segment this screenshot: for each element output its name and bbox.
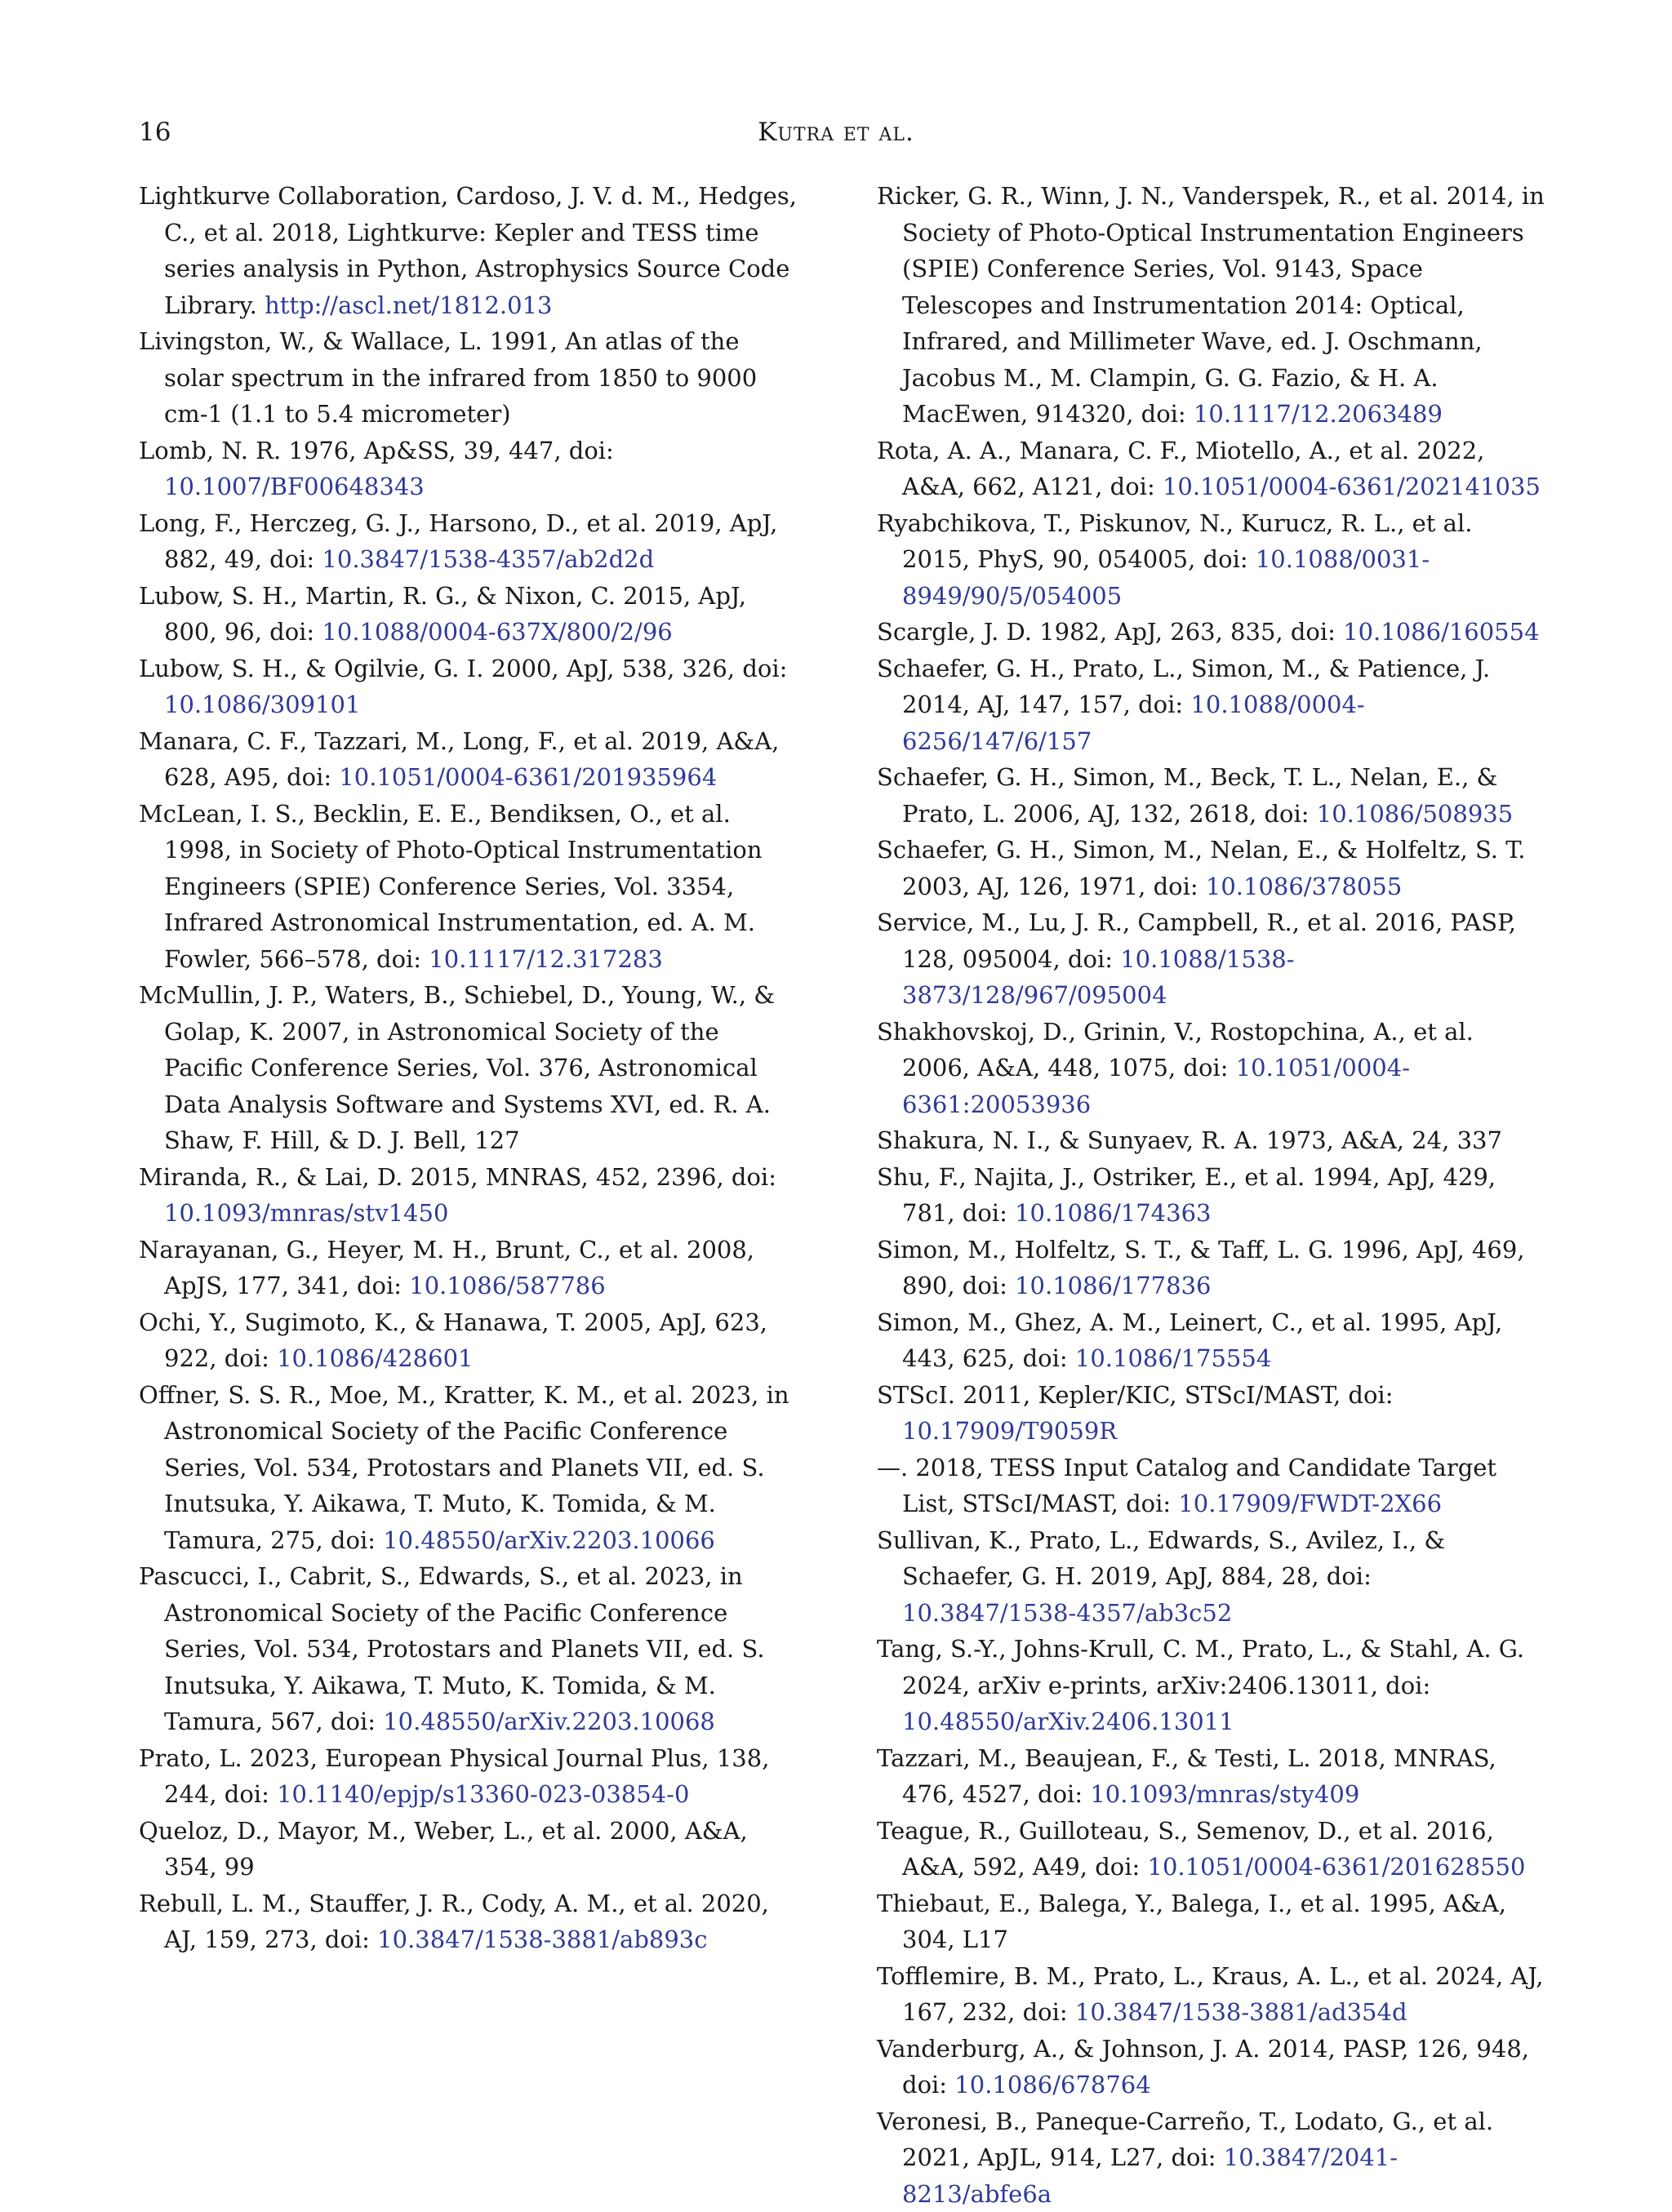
reference-entry	[139, 1304, 802, 1377]
reference-link[interactable]: 10.1117/12.2063489	[1194, 400, 1443, 428]
reference-link[interactable]: 10.1088/0004-637X/800/2/96	[322, 618, 672, 646]
reference-entry	[139, 1740, 802, 1813]
reference-entry	[139, 723, 802, 796]
reference-text: Tazzari, M., Beaujean, F., & Testi, L. 2018, MNRAS, 476, 4527, doi:	[877, 1744, 1496, 1809]
reference-link[interactable]: 10.1093/mnras/stv1450	[164, 1199, 448, 1227]
reference-link[interactable]: 10.1088/0004-6256/147/6/157	[902, 691, 1365, 755]
reference-text: Livingston, W., & Wallace, L. 1991, An atlas of the solar spectrum in the infrared from 1850 to 9000 cm-1 (1.1 to 5.4 micrometer)	[139, 327, 757, 428]
reference-text: Lomb, N. R. 1976, Ap&SS, 39, 447, doi:	[139, 437, 614, 464]
reference-text: Long, F., Herczeg, G. J., Harsono, D., et al. 2019, ApJ, 882, 49, doi:	[139, 509, 777, 574]
reference-link[interactable]: 10.48550/arXiv.2203.10068	[383, 1708, 715, 1735]
reference-text: Scargle, J. D. 1982, ApJ, 263, 835, doi:	[877, 618, 1343, 646]
reference-text: —. 2018, TESS Input Catalog and Candidate Target List, STScI/MAST, doi:	[877, 1454, 1496, 1518]
reference-text: Manara, C. F., Tazzari, M., Long, F., et al. 2019, A&A, 628, A95, doi:	[139, 727, 779, 792]
reference-entry	[877, 1631, 1546, 1740]
reference-text: Sullivan, K., Prato, L., Edwards, S., Avilez, I., & Schaefer, G. H. 2019, ApJ, 884, 28, doi:	[877, 1526, 1445, 1591]
reference-link[interactable]: 10.1088/0031-8949/90/5/054005	[902, 545, 1430, 610]
reference-link[interactable]: 10.1086/177836	[1015, 1272, 1211, 1299]
reference-entry	[877, 759, 1546, 832]
reference-text: Ochi, Y., Sugimoto, K., & Hanawa, T. 2005, ApJ, 623, 922, doi:	[139, 1308, 767, 1373]
reference-link[interactable]: 10.3847/1538-4357/ab3c52	[902, 1599, 1232, 1627]
reference-entry	[877, 1232, 1546, 1304]
reference-text: STScI. 2011, Kepler/KIC, STScI/MAST, doi:	[877, 1381, 1393, 1409]
reference-link[interactable]: 10.1051/0004-6361/201935964	[339, 763, 717, 791]
reference-text: Shu, F., Najita, J., Ostriker, E., et al. 1994, ApJ, 429, 781, doi:	[877, 1163, 1496, 1228]
reference-text: McMullin, J. P., Waters, B., Schiebel, D., Young, W., & Golap, K. 2007, in Astronomical Society of the Pacific Conference Series, Vol. 376, Astronomical Data Analysis Software and Systems XVI, ed. R. A. Shaw, F. Hill, & D. J. Bell, 127	[139, 981, 775, 1154]
reference-link[interactable]: 10.1086/508935	[1317, 800, 1513, 828]
running-head: Kutra et al.	[0, 116, 1672, 149]
page-number: 16	[139, 116, 171, 149]
reference-entry	[877, 1886, 1546, 1958]
reference-entry	[139, 1159, 802, 1232]
reference-entry	[877, 832, 1546, 904]
reference-link[interactable]: 10.3847/2041-8213/abfe6a	[902, 2143, 1398, 2208]
reference-entry	[877, 1014, 1546, 1123]
reference-text: Teague, R., Guilloteau, S., Semenov, D., et al. 2016, A&A, 592, A49, doi:	[877, 1817, 1494, 1881]
reference-link[interactable]: 10.1051/0004-6361/201628550	[1148, 1853, 1526, 1881]
references-left-column	[139, 178, 802, 1958]
reference-text: Simon, M., Ghez, A. M., Leinert, C., et al. 1995, ApJ, 443, 625, doi:	[877, 1308, 1502, 1373]
reference-entry	[139, 1232, 802, 1304]
reference-text: Schaefer, G. H., Simon, M., Beck, T. L., Nelan, E., & Prato, L. 2006, AJ, 132, 2618, doi:	[877, 763, 1497, 828]
reference-entry	[877, 1450, 1546, 1522]
reference-text: Schaefer, G. H., Simon, M., Nelan, E., & Holfeltz, S. T. 2003, AJ, 126, 1971, doi:	[877, 836, 1526, 900]
reference-link[interactable]: 10.1086/378055	[1206, 873, 1402, 900]
reference-link[interactable]: 10.1086/175554	[1075, 1344, 1271, 1372]
reference-text: Miranda, R., & Lai, D. 2015, MNRAS, 452, 2396, doi:	[139, 1163, 776, 1191]
reference-entry	[139, 796, 802, 978]
reference-entry	[877, 2103, 1546, 2212]
reference-text: Prato, L. 2023, European Physical Journal Plus, 138, 244, doi:	[139, 1744, 769, 1809]
reference-link[interactable]: 10.1088/1538-3873/128/967/095004	[902, 945, 1295, 1010]
reference-text: Ryabchikova, T., Piskunov, N., Kurucz, R. L., et al. 2015, PhyS, 90, 054005, doi:	[877, 509, 1472, 574]
reference-text: Rebull, L. M., Stauffer, J. R., Cody, A. M., et al. 2020, AJ, 159, 273, doi:	[139, 1890, 769, 1954]
reference-text: Lightkurve Collaboration, Cardoso, J. V. d. M., Hedges, C., et al. 2018, Lightkurve: Kepler and TESS time series analysis in Python, Astrophysics Source Code Library.	[139, 182, 797, 319]
reference-text: Schaefer, G. H., Prato, L., Simon, M., & Patience, J. 2014, AJ, 147, 157, doi:	[877, 655, 1490, 719]
reference-link[interactable]: 10.1051/0004-6361:20053936	[902, 1054, 1410, 1118]
reference-entry	[877, 1958, 1546, 2031]
reference-text: Offner, S. S. R., Moe, M., Kratter, K. M., et al. 2023, in Astronomical Society of the Pacific Conference Series, Vol. 534, Protostars and Planets VII, ed. S. Inutsuka, Y. Aikawa, T. Muto, K. Tomida, & M. Tamura, 275, doi:	[139, 1381, 789, 1554]
reference-entry	[139, 1377, 802, 1559]
reference-entry	[139, 178, 802, 323]
reference-text: Pascucci, I., Cabrit, S., Edwards, S., et al. 2023, in Astronomical Society of the Pacific Conference Series, Vol. 534, Protostars and Planets VII, ed. S. Inutsuka, Y. Aikawa, T. Muto, K. Tomida, & M. Tamura, 567, doi:	[139, 1562, 765, 1735]
reference-text: Narayanan, G., Heyer, M. H., Brunt, C., et al. 2008, ApJS, 177, 341, doi:	[139, 1236, 754, 1300]
reference-link[interactable]: 10.1086/678764	[954, 2071, 1150, 2099]
reference-entry	[877, 2031, 1546, 2103]
reference-link[interactable]: 10.1086/428601	[277, 1344, 473, 1372]
reference-link[interactable]: 10.1086/309101	[164, 691, 360, 718]
reference-text: Shakura, N. I., & Sunyaev, R. A. 1973, A&A, 24, 337	[877, 1126, 1502, 1154]
reference-entry	[877, 433, 1546, 505]
reference-link[interactable]: 10.3847/1538-3881/ab893c	[377, 1926, 707, 1953]
reference-link[interactable]: 10.1086/587786	[409, 1272, 605, 1299]
reference-link[interactable]: 10.17909/T9059R	[902, 1417, 1117, 1445]
reference-entry	[139, 977, 802, 1159]
reference-link[interactable]: 10.1086/174363	[1015, 1199, 1211, 1227]
references-right-column	[877, 178, 1546, 2212]
reference-entry	[877, 904, 1546, 1014]
reference-text: Tofflemire, B. M., Prato, L., Kraus, A. L., et al. 2024, AJ, 167, 232, doi:	[877, 1962, 1544, 2027]
reference-text: Simon, M., Holfeltz, S. T., & Taff, L. G. 1996, ApJ, 469, 890, doi:	[877, 1236, 1525, 1300]
reference-entry	[877, 1813, 1546, 1886]
reference-entry	[877, 178, 1546, 433]
reference-entry	[877, 1122, 1546, 1159]
reference-entry	[139, 1886, 802, 1958]
reference-link[interactable]: 10.1007/BF00648343	[164, 473, 425, 500]
reference-link[interactable]: 10.1117/12.317283	[429, 945, 663, 973]
reference-link[interactable]: 10.1093/mnras/sty409	[1090, 1780, 1359, 1808]
reference-link[interactable]: 10.1086/160554	[1343, 618, 1539, 646]
reference-text: McLean, I. S., Becklin, E. E., Bendiksen, O., et al. 1998, in Society of Photo-Optical Instrumentation Engineers (SPIE) Conference Series, Vol. 3354, Infrared Astronomical Instrumentation, ed. A. M. Fowler, 566–578, doi:	[139, 800, 763, 973]
reference-entry	[877, 1159, 1546, 1232]
reference-text: Thiebaut, E., Balega, Y., Balega, I., et al. 1995, A&A, 304, L17	[877, 1890, 1506, 1954]
reference-text: Veronesi, B., Paneque-Carreño, T., Lodato, G., et al. 2021, ApJL, 914, L27, doi:	[877, 2108, 1493, 2172]
reference-text: Service, M., Lu, J. R., Campbell, R., et al. 2016, PASP, 128, 095004, doi:	[877, 908, 1516, 973]
reference-entry	[877, 1304, 1546, 1377]
reference-entry	[877, 614, 1546, 651]
reference-entry	[139, 505, 802, 578]
reference-entry	[877, 1740, 1546, 1813]
reference-entry	[139, 433, 802, 505]
reference-link[interactable]: 10.3847/1538-3881/ad354d	[1075, 1998, 1407, 2026]
reference-text: Rota, A. A., Manara, C. F., Miotello, A., et al. 2022, A&A, 662, A121, doi:	[877, 437, 1484, 501]
reference-link[interactable]: 10.1051/0004-6361/202141035	[1163, 473, 1541, 500]
reference-link[interactable]: 10.3847/1538-4357/ab2d2d	[322, 545, 654, 573]
reference-text: Vanderburg, A., & Johnson, J. A. 2014, PASP, 126, 948, doi:	[877, 2035, 1529, 2099]
reference-text: Ricker, G. R., Winn, J. N., Vanderspek, R., et al. 2014, in Society of Photo-Optical Instrumentation Engineers (SPIE) Conference Series, Vol. 9143, Space Telescopes and Instrumentation 2014: Optical, Infrared, and Millimeter Wave, ed. J. Oschmann, Jacobus M., M. Clampin, G. G. Fazio, & H. A. MacEwen, 914320, doi:	[877, 182, 1545, 428]
reference-link[interactable]: 10.17909/FWDT-2X66	[1178, 1490, 1442, 1517]
reference-entry	[877, 1522, 1546, 1632]
reference-text: Queloz, D., Mayor, M., Weber, L., et al. 2000, A&A, 354, 99	[139, 1817, 748, 1881]
reference-entry	[877, 505, 1546, 615]
reference-text: Lubow, S. H., Martin, R. G., & Nixon, C. 2015, ApJ, 800, 96, doi:	[139, 582, 746, 646]
reference-link[interactable]: 10.48550/arXiv.2203.10066	[383, 1526, 715, 1554]
reference-link[interactable]: 10.48550/arXiv.2406.13011	[902, 1708, 1234, 1735]
reference-entry	[139, 323, 802, 433]
reference-link[interactable]: 10.1140/epjp/s13360-023-03854-0	[277, 1780, 689, 1808]
reference-entry	[139, 1558, 802, 1740]
reference-text: Tang, S.-Y., Johns-Krull, C. M., Prato, L., & Stahl, A. G. 2024, arXiv e-prints, arXiv:2406.13011, doi:	[877, 1635, 1524, 1699]
reference-text: Lubow, S. H., & Ogilvie, G. I. 2000, ApJ, 538, 326, doi:	[139, 655, 787, 682]
reference-link[interactable]: http://ascl.net/1812.013	[265, 291, 552, 319]
reference-entry	[877, 1377, 1546, 1450]
reference-entry	[139, 578, 802, 651]
reference-entry	[139, 1813, 802, 1886]
reference-entry	[877, 651, 1546, 760]
reference-entry	[139, 651, 802, 723]
reference-text: Shakhovskoj, D., Grinin, V., Rostopchina, A., et al. 2006, A&A, 448, 1075, doi:	[877, 1018, 1474, 1082]
